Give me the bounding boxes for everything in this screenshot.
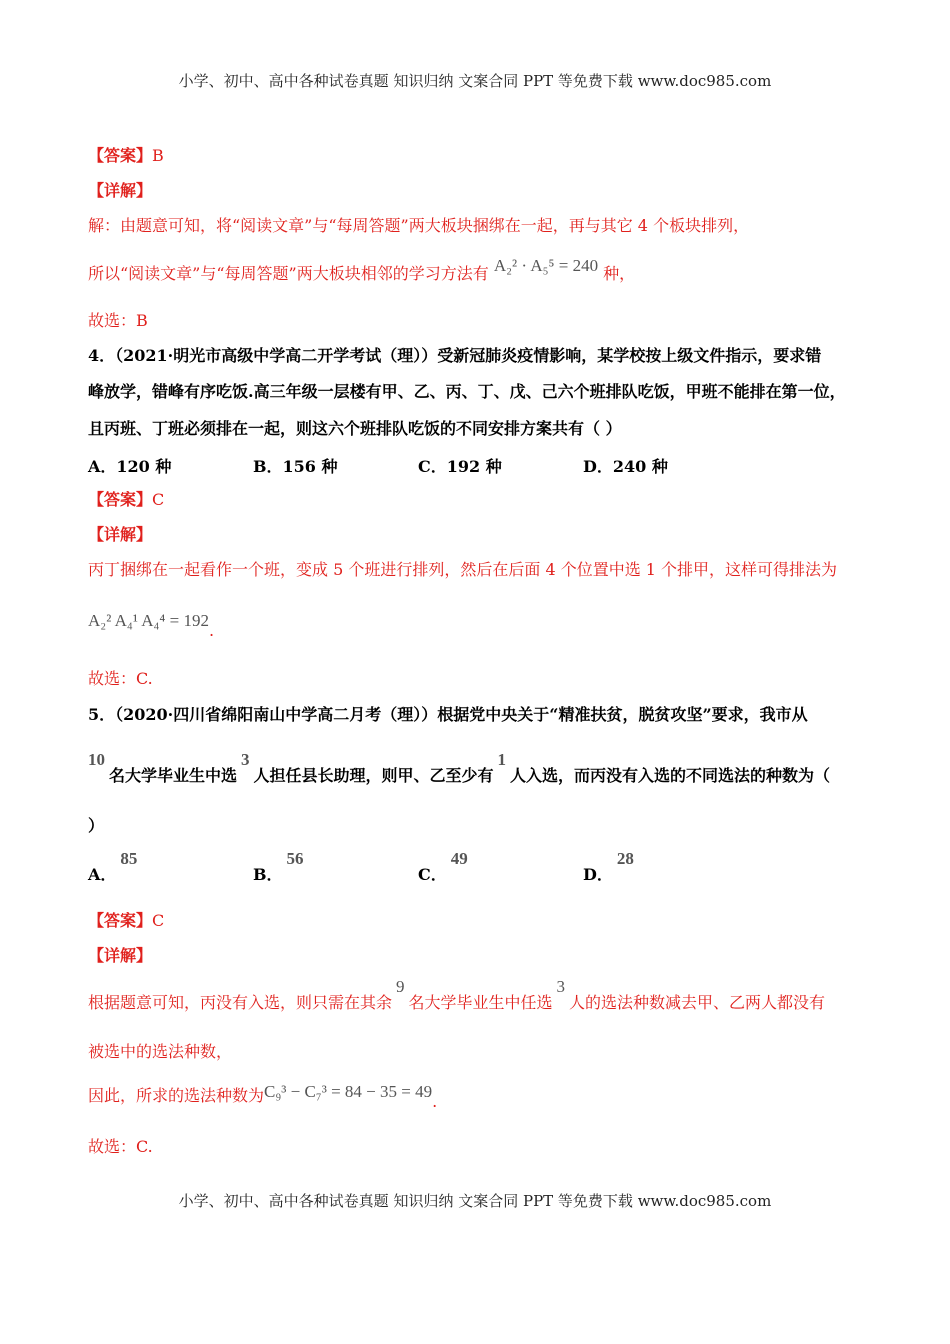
q4-answer: [88, 489, 164, 511]
q5-line3-pre: 因此，所求的选法种数为: [88, 1086, 265, 1105]
answer-value: C: [152, 911, 165, 930]
option-value: 85: [120, 849, 138, 868]
q5-formula-end: .: [432, 1092, 438, 1111]
page-footer: 小学、初中、高中各种试卷真题 知识归纳 文案合同 PPT 等免费下载 www.doc985.com: [178, 1192, 772, 1210]
q4-option-b: B．156 种: [253, 457, 338, 476]
option-value: 28: [616, 849, 634, 868]
q5-formula: C₉³ − C₇³ = 84 − 35 = 49: [264, 1082, 433, 1101]
answer-label: 【答案】: [88, 490, 153, 509]
q5-detail-line2: 被选中的选法种数，: [88, 1042, 233, 1061]
q3-detail-line2: [88, 256, 636, 285]
q5-option-b: [253, 849, 308, 885]
q4-formula: A₂² A₄¹ A₄⁴ = 192: [88, 611, 209, 630]
q5-stem-2a: 名大学毕业生中选: [109, 766, 238, 785]
q4-option-d: D．240 种: [583, 457, 668, 476]
q4-detail-line1: 丙丁捆绑在一起看作一个班，变成 5 个班进行排列，然后在后面 4 个位置中选 1 个排甲，这样可得排法为: [88, 560, 838, 579]
option-label: D．: [583, 865, 613, 884]
q5-num-3: 3: [241, 750, 250, 769]
q4-option-a: A．120 种: [88, 457, 172, 476]
q5-num-3b: 3: [556, 977, 566, 996]
answer-label: 【答案】: [88, 146, 153, 165]
q3-formula: A₂² · A₅⁵ = 240: [493, 256, 599, 275]
q5-option-c: [418, 849, 472, 885]
q5-stem-line1: 5．（2020·四川省绵阳南山中学高二月考（理））根据党中央关于“精准扶贫，脱贫攻坚”要求，我市从: [88, 705, 808, 724]
q4-choice: 故选：C.: [88, 669, 153, 688]
q4-stem-line2: 峰放学，错峰有序吃饭.高三年级一层楼有甲、乙、丙、丁、戊、己六个班排队吃饭，甲班不能排在第一位，: [88, 382, 846, 401]
q3-line2-pre: 所以“阅读文章”与“每周答题”两大板块相邻的学习方法有: [88, 264, 489, 283]
q3-line2-post: 种，: [603, 264, 636, 283]
q5-option-d: [583, 849, 638, 885]
q5-stem-2c: 人入选，而丙没有入选的不同选法的种数为（: [510, 766, 831, 785]
q4-stem-line3: 且丙班、丁班必须排在一起，则这六个班排队吃饭的不同安排方案共有（ ）: [88, 419, 622, 438]
q5-stem-line3: ）: [88, 816, 105, 835]
q4-stem-line1: 4．（2021·明光市高级中学高二开学考试（理））受新冠肺炎疫情影响，某学校按上级文件指示，要求错: [88, 346, 822, 365]
q3-choice: 故选：B: [88, 311, 148, 330]
q4-detail-label: 【详解】: [88, 525, 153, 544]
answer-value: B: [152, 146, 164, 165]
q3-answer: [88, 145, 164, 167]
option-label: A．: [88, 865, 117, 884]
q5-line1b: 名大学毕业生中任选: [408, 993, 553, 1012]
q5-option-a: [88, 849, 141, 885]
q4-formula-line: [88, 610, 215, 640]
q5-choice: 故选：C.: [88, 1137, 153, 1156]
q5-detail-label: 【详解】: [88, 946, 153, 965]
q5-num-1: 1: [497, 750, 507, 769]
q5-detail-line3: [88, 1082, 438, 1111]
option-value: 49: [450, 849, 468, 868]
q5-num-9: 9: [396, 977, 405, 996]
q3-detail-label: 【详解】: [88, 181, 153, 200]
q5-num-10: 10: [88, 750, 105, 769]
option-label: C．: [418, 865, 447, 884]
q5-answer: [88, 910, 164, 932]
q5-line1c: 人的选法种数减去甲、乙两人都没有: [569, 993, 826, 1012]
q4-option-c: C．192 种: [418, 457, 502, 476]
option-value: 56: [286, 849, 304, 868]
option-label: B．: [253, 865, 283, 884]
answer-value: C: [152, 490, 165, 509]
q3-detail-line1: 解：由题意可知，将“阅读文章”与“每周答题”两大板块捆绑在一起，再与其它 4 个板块排列，: [88, 216, 750, 235]
q5-stem-line2: [88, 750, 831, 787]
page-header: 小学、初中、高中各种试卷真题 知识归纳 文案合同 PPT 等免费下载 www.doc985.com: [178, 72, 772, 90]
answer-label: 【答案】: [88, 911, 153, 930]
q4-formula-end: .: [208, 621, 215, 640]
q5-stem-2b: 人担任县长助理，则甲、乙至少有: [253, 766, 494, 785]
q5-detail-line1: [88, 977, 826, 1014]
q5-line1a: 根据题意可知，丙没有入选，则只需在其余: [88, 993, 393, 1012]
